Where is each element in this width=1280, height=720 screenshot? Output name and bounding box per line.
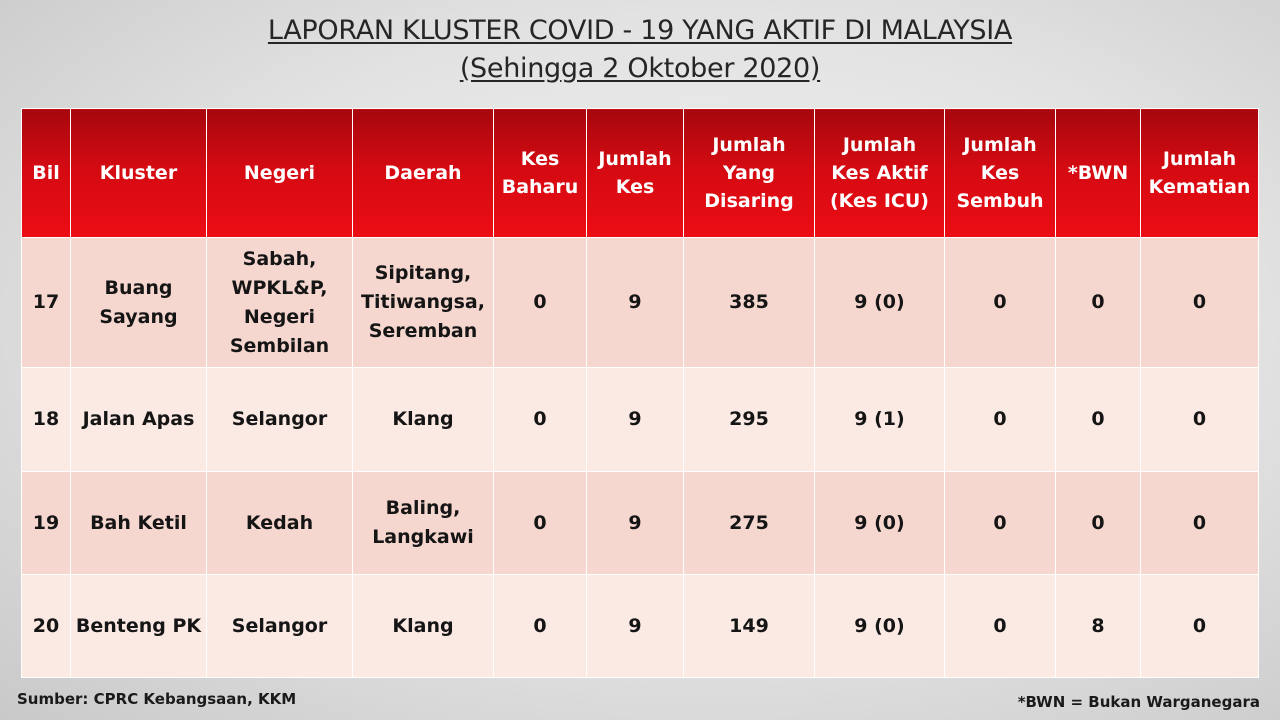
table-row xyxy=(22,238,1259,368)
cell-daerah xyxy=(353,238,494,368)
cell-text: 9 (1) xyxy=(854,408,905,430)
cell-kes-baharu xyxy=(494,575,587,678)
cell-text: 0 xyxy=(1192,614,1207,637)
cell-kes-sembuh xyxy=(945,368,1056,472)
source-note: Sumber: CPRC Kebangsaan, KKM xyxy=(17,690,297,708)
cell-text: 149 xyxy=(729,614,769,637)
cell-bwn xyxy=(1056,575,1141,678)
cell-text: WPKL&P, xyxy=(231,276,328,299)
table-row xyxy=(22,368,1259,472)
bwn-footnote: *BWN = Bukan Warganegara xyxy=(1017,693,1260,711)
cell-text: 18 xyxy=(32,408,60,430)
cell-text: Benteng PK xyxy=(75,614,202,637)
cell-kematian xyxy=(1141,368,1259,472)
cell-kematian xyxy=(1141,238,1259,368)
header-kluster xyxy=(71,109,207,238)
cell-text: 9 (0) xyxy=(854,511,905,534)
header-jumlah-disaring xyxy=(684,109,815,238)
header-text: Jumlah xyxy=(963,134,1037,156)
cell-kes-aktif-icu xyxy=(815,238,945,368)
cell-text: Langkawi xyxy=(372,526,474,548)
header-text: *BWN xyxy=(1067,162,1129,184)
header-text: (Kes ICU) xyxy=(829,190,929,212)
cell-kes-baharu xyxy=(494,238,587,368)
report-title xyxy=(0,12,1280,88)
cell-text: 0 xyxy=(1091,408,1105,430)
cell-text: 0 xyxy=(993,614,1007,637)
cell-text: Klang xyxy=(392,614,454,637)
header-text: Disaring xyxy=(704,190,794,212)
cell-text: 385 xyxy=(729,291,769,313)
table-header-row xyxy=(22,109,1259,238)
cell-text: Sabah, xyxy=(242,247,317,270)
header-kes-aktif-icu xyxy=(815,109,945,238)
cell-kluster xyxy=(71,368,207,472)
cell-kematian xyxy=(1141,575,1259,678)
cell-text: 9 xyxy=(628,614,642,637)
cell-kes-aktif-icu xyxy=(815,575,945,678)
header-text: Kluster xyxy=(99,162,178,184)
table-header xyxy=(22,109,1259,238)
header-text: Baharu xyxy=(501,176,579,198)
cell-text: 295 xyxy=(729,408,769,430)
cell-text: 9 xyxy=(628,408,642,430)
cell-jumlah-kes xyxy=(587,575,684,678)
cell-text: 0 xyxy=(533,614,547,637)
cell-bwn xyxy=(1056,472,1141,575)
header-text: Kes xyxy=(520,148,560,170)
cell-text: 9 (0) xyxy=(854,614,905,637)
cell-daerah xyxy=(353,368,494,472)
header-text: Kes Aktif xyxy=(831,162,928,184)
cell-negeri xyxy=(207,368,353,472)
cell-text: Sayang xyxy=(99,305,178,328)
report-title-line2: (Sehingga 2 Oktober 2020) xyxy=(459,53,821,84)
header-text: Bil xyxy=(32,162,60,184)
cell-kes-aktif-icu xyxy=(815,472,945,575)
cell-kes-baharu xyxy=(494,472,587,575)
cell-text: 275 xyxy=(729,511,769,534)
cell-text: Selangor xyxy=(231,408,328,430)
report-title-line1: LAPORAN KLUSTER COVID - 19 YANG AKTIF DI MALAYSIA xyxy=(267,15,1013,46)
cell-kes-sembuh xyxy=(945,238,1056,368)
cell-jumlah-kes xyxy=(587,238,684,368)
cell-kematian xyxy=(1141,472,1259,575)
table-row xyxy=(22,472,1259,575)
cell-kluster xyxy=(71,575,207,678)
cell-text: 9 xyxy=(628,511,642,534)
cell-bil xyxy=(22,472,71,575)
cell-text: 0 xyxy=(533,408,547,430)
cell-text: 0 xyxy=(1192,511,1207,534)
cell-text: Klang xyxy=(392,408,454,430)
cell-text: Jalan Apas xyxy=(82,408,195,430)
cell-text: 0 xyxy=(993,291,1007,313)
header-bwn xyxy=(1056,109,1141,238)
cell-kes-sembuh xyxy=(945,575,1056,678)
cell-text: 0 xyxy=(1091,511,1105,534)
cell-kluster xyxy=(71,472,207,575)
cell-text: 19 xyxy=(32,511,60,534)
header-bil xyxy=(22,109,71,238)
cell-kluster xyxy=(71,238,207,368)
table-body xyxy=(22,238,1259,678)
cell-text: 0 xyxy=(993,408,1007,430)
header-text: Daerah xyxy=(384,162,462,184)
cell-text: 0 xyxy=(1192,408,1207,430)
cell-text: Sembilan xyxy=(229,334,330,357)
cell-kes-baharu xyxy=(494,368,587,472)
header-text: Kes xyxy=(615,176,655,198)
header-text: Jumlah xyxy=(1162,148,1237,170)
cell-negeri xyxy=(207,575,353,678)
header-text: Sembuh xyxy=(956,190,1044,212)
cell-text: Baling, xyxy=(385,497,461,519)
cell-text: 0 xyxy=(533,291,547,313)
cell-text: 9 xyxy=(628,291,642,313)
cell-daerah xyxy=(353,575,494,678)
cell-text: Sipitang, xyxy=(374,262,472,284)
cell-text: 0 xyxy=(1192,291,1207,313)
header-text: Yang xyxy=(723,162,775,184)
cell-text: 9 (0) xyxy=(854,291,905,313)
cell-jumlah-kes xyxy=(587,472,684,575)
cell-text: Titiwangsa, xyxy=(361,291,485,313)
cell-text: 0 xyxy=(1091,291,1105,313)
header-text: Kes xyxy=(980,162,1020,184)
cell-text: 8 xyxy=(1091,614,1105,637)
header-text: Jumlah xyxy=(598,148,672,170)
cell-bil xyxy=(22,368,71,472)
cell-bwn xyxy=(1056,238,1141,368)
cell-text: 20 xyxy=(32,614,60,637)
header-text: Kematian xyxy=(1148,176,1251,198)
cell-kes-aktif-icu xyxy=(815,368,945,472)
cluster-table xyxy=(21,108,1259,678)
cell-bil xyxy=(22,575,71,678)
cell-text: 0 xyxy=(993,511,1007,534)
cell-jumlah-disaring xyxy=(684,472,815,575)
cell-text: Seremban xyxy=(368,320,478,342)
header-text: Jumlah xyxy=(842,134,917,156)
cell-negeri xyxy=(207,472,353,575)
header-kematian xyxy=(1141,109,1259,238)
header-kes-baharu xyxy=(494,109,587,238)
table-row xyxy=(22,575,1259,678)
cell-text: Selangor xyxy=(231,614,328,637)
cell-kes-sembuh xyxy=(945,472,1056,575)
header-negeri xyxy=(207,109,353,238)
cell-jumlah-kes xyxy=(587,368,684,472)
cell-text: Buang xyxy=(104,276,173,299)
header-text: Negeri xyxy=(243,162,316,184)
cell-jumlah-disaring xyxy=(684,368,815,472)
cell-bwn xyxy=(1056,368,1141,472)
header-text: Jumlah xyxy=(712,134,786,156)
cell-jumlah-disaring xyxy=(684,575,815,678)
cell-text: Kedah xyxy=(245,511,314,534)
cell-bil xyxy=(22,238,71,368)
cell-daerah xyxy=(353,472,494,575)
header-daerah xyxy=(353,109,494,238)
header-kes-sembuh xyxy=(945,109,1056,238)
cell-jumlah-disaring xyxy=(684,238,815,368)
cell-text: 17 xyxy=(32,291,60,313)
cell-text: 0 xyxy=(533,511,547,534)
cell-text: Bah Ketil xyxy=(90,511,187,534)
cell-negeri xyxy=(207,238,353,368)
cell-text: Negeri xyxy=(243,305,316,328)
header-jumlah-kes xyxy=(587,109,684,238)
